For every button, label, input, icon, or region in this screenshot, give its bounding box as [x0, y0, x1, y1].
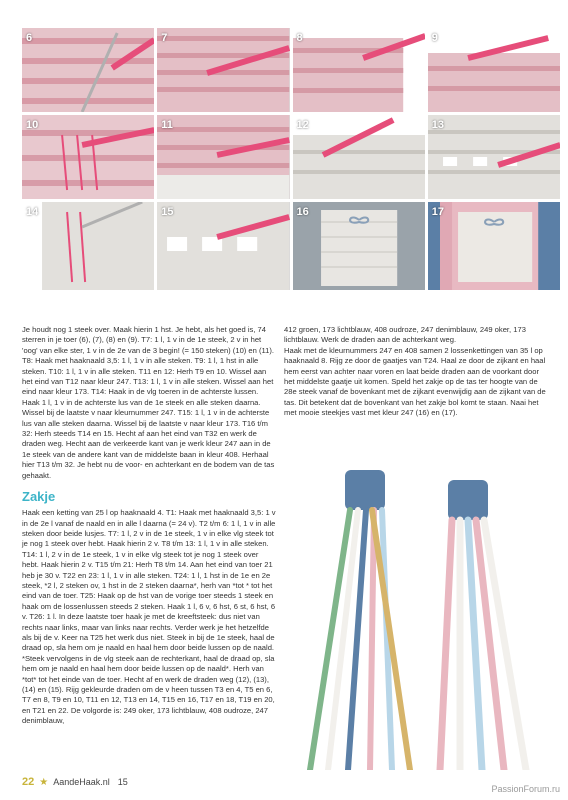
step-number: 9: [431, 32, 438, 44]
instructions-finishing: Haak met de kleurnummers 247 en 408 samen 2 lossenkettingen van 35 l op haaknaald 8. Rijg ze door de gaatjes van T24. Haal ze door de zijkant en haal hem eerst van achter naar voren en laat beide draden aan de voorkant door het middelste gaatje uit komen. Speld het zakje op de tas ter hoogte van de 28e steek vanaf de bovenkant met de zijkant evenwijdig aan de zijkant van de tas. Dit betekent dat de bovenkant van het zakje bol komt te staan. Naai het met mooie steekjes vast met kleur 247 (16) en (17).: [284, 345, 546, 418]
section-title-zakje: Zakje: [22, 489, 56, 505]
step-number: 17: [431, 206, 444, 218]
step-photo-11: [157, 115, 289, 199]
photo-row-3: [22, 202, 560, 290]
step-number: 15: [161, 206, 174, 218]
instructions-zakje: Haak een ketting van 25 l op haaknaald 4. T1: Haak met haaknaald 3,5: 1 v in de 2e l vanaf de naald en in alle l daarna (= 24 v). T2 t/m 6: 1 l, 1 v in alle steken door beide lusjes. T7: 1 l, 2 v in de 1e steek, 1 v in elke vlg steek tot je nog 1 steek over hebt. Haak hierin 2 v. T8 t/m 13: 1 l, 1 v in alle steken. T14: 1 l, 2 v in de 1e steek, 1 v in elke vlg steek tot je nog 1 steek over hebt. Haak hierin 2 v. T15 t/m 21: Herh T8 t/m 14. Aan het eind van toer 21 heb je 30 v. T22 en 23: 1 l, 1 v in alle steken. T24: 1 l, 1 hst in de 1e en 2e steek, *2 l, 2 steken ov, 1 hst in de 2 steken daarna*, herh van *tot * tot het eind van de toer. T25: Haak op de hst van de vorige toer steeds 1 steek en haak om de lossenlussen steeds 2 steken. Haak 1 l, 6 v, 6 hst, 6 st, 6 hst, 6 v. T26: 1 l. In deze laatste toer haak je met de kreeftsteek: dus niet van rechts naar links, maar van links naar rechts. Verder werk je het hetzelfde als bij de v. Keer na T25 het werk dus niet. Steek in bij de 1e steek, haal de draad op, sla hem om je naald en haal hem door beide lussen op de naald. *Steek vervolgens in de vlg steek aan de rechterkant, haal de draad op, sla hem om je naald en haal hem door beide lussen op de naald*. Herh van *tot* tot het einde van de toer. Hecht af en werk de draden weg (12), (13), (14) en (15). Rijg gekleurde draden om de v heen tussen T3 en 4, T5 en 6, T7 en 8, T9 en 10, T11 en 12, T13 en 14, T15 en 16, T17 en 18, T19 en 20, en T21 en 22. De volgorde is: 249 oker, 173 lichtblauw, 408 oudroze, 247 denimblauw,: [22, 508, 276, 726]
step-number: 8: [296, 32, 303, 44]
instructions-bag-continued: Je houdt nog 1 steek over. Maak hierin 1 hst. Je hebt, als het goed is, 74 sterren in je toer (6), (7), (8) en (9). T7: 1 l, 1 v in de 1e steek, 2 v in het 'oog' van elke ster, 1 v in de 2e van de 3 begin! (= 150 steken) (10) en (11). T8: Haak met haaknaald 3,5: 1 l, 1 v in alle steken. T9: 1 l, 1 hst in alle steken. T10: 1 l, 1 v in alle steken. T11 en 12: Herh T9 en 10. Wissel aan het eind van T12 naar kleur 247. T13: 1 l, 1 v in alle steken. Wissel aan het eind naar kleur 173. T14: Haak in de vlg toeren in de achterste lussen. Haak 1 l, 1 v in de achterste lus van de 1e steek en alle steken daarna. Wissel bij de laatste v naar kleurnummer 247. T15: 1 l, 1 v in de achterste lus van alle steken daarna. Wissel bij de laatste v naar kleur 173. T16 t/m 32: Herh steeds T14 en 15. Hecht af aan het eind van T32 en werk de draden weg. Hecht aan de verkeerde kant van je werk kleur 247 aan in de 1e steek van de andere kant van de middelste baan in kleur 408. Herhaal hier T13 t/m 32. Je hebt nu de voor- en achterkant en de bodem van de tas gehaakt.: [22, 325, 275, 480]
left-text-column: [22, 325, 276, 727]
step-photo-6: [22, 28, 154, 112]
step-number: 7: [161, 32, 168, 44]
magazine-name: AandeHaak.nl: [53, 777, 110, 787]
step-number: 14: [26, 206, 39, 218]
star-icon: ★: [39, 777, 49, 788]
bag-strap-photo: [300, 470, 550, 770]
page-footer: [22, 776, 128, 788]
step-number: 6: [26, 32, 33, 44]
step-photo-10: [22, 115, 154, 199]
step-number: 10: [26, 119, 39, 131]
photo-row-2: [22, 115, 560, 199]
step-photo-14: [22, 202, 154, 290]
step-number: 11: [161, 119, 173, 131]
page-number: 22: [22, 776, 35, 788]
step-photo-7: [157, 28, 289, 112]
right-text-column: [284, 325, 550, 419]
step-number: 13: [431, 119, 444, 131]
step-photo-8: [293, 28, 425, 112]
step-photo-15: [157, 202, 289, 290]
step-photo-17: [428, 202, 560, 290]
step-number: 16: [296, 206, 309, 218]
step-photo-13: [428, 115, 560, 199]
photo-row-1: [22, 28, 560, 112]
issue-number: 15: [117, 777, 128, 787]
watermark: PassionForum.ru: [491, 784, 560, 794]
step-photo-12: [293, 115, 425, 199]
step-photo-grid: [22, 28, 560, 293]
step-number: 12: [296, 119, 309, 131]
instructions-zakje-continued: 412 groen, 173 lichtblauw, 408 oudroze, 247 denimblauw, 249 oker, 173 lichtblauw. Werk de draden aan de achterkant weg.: [284, 325, 526, 345]
step-photo-16: [293, 202, 425, 290]
step-photo-9: [428, 28, 560, 112]
